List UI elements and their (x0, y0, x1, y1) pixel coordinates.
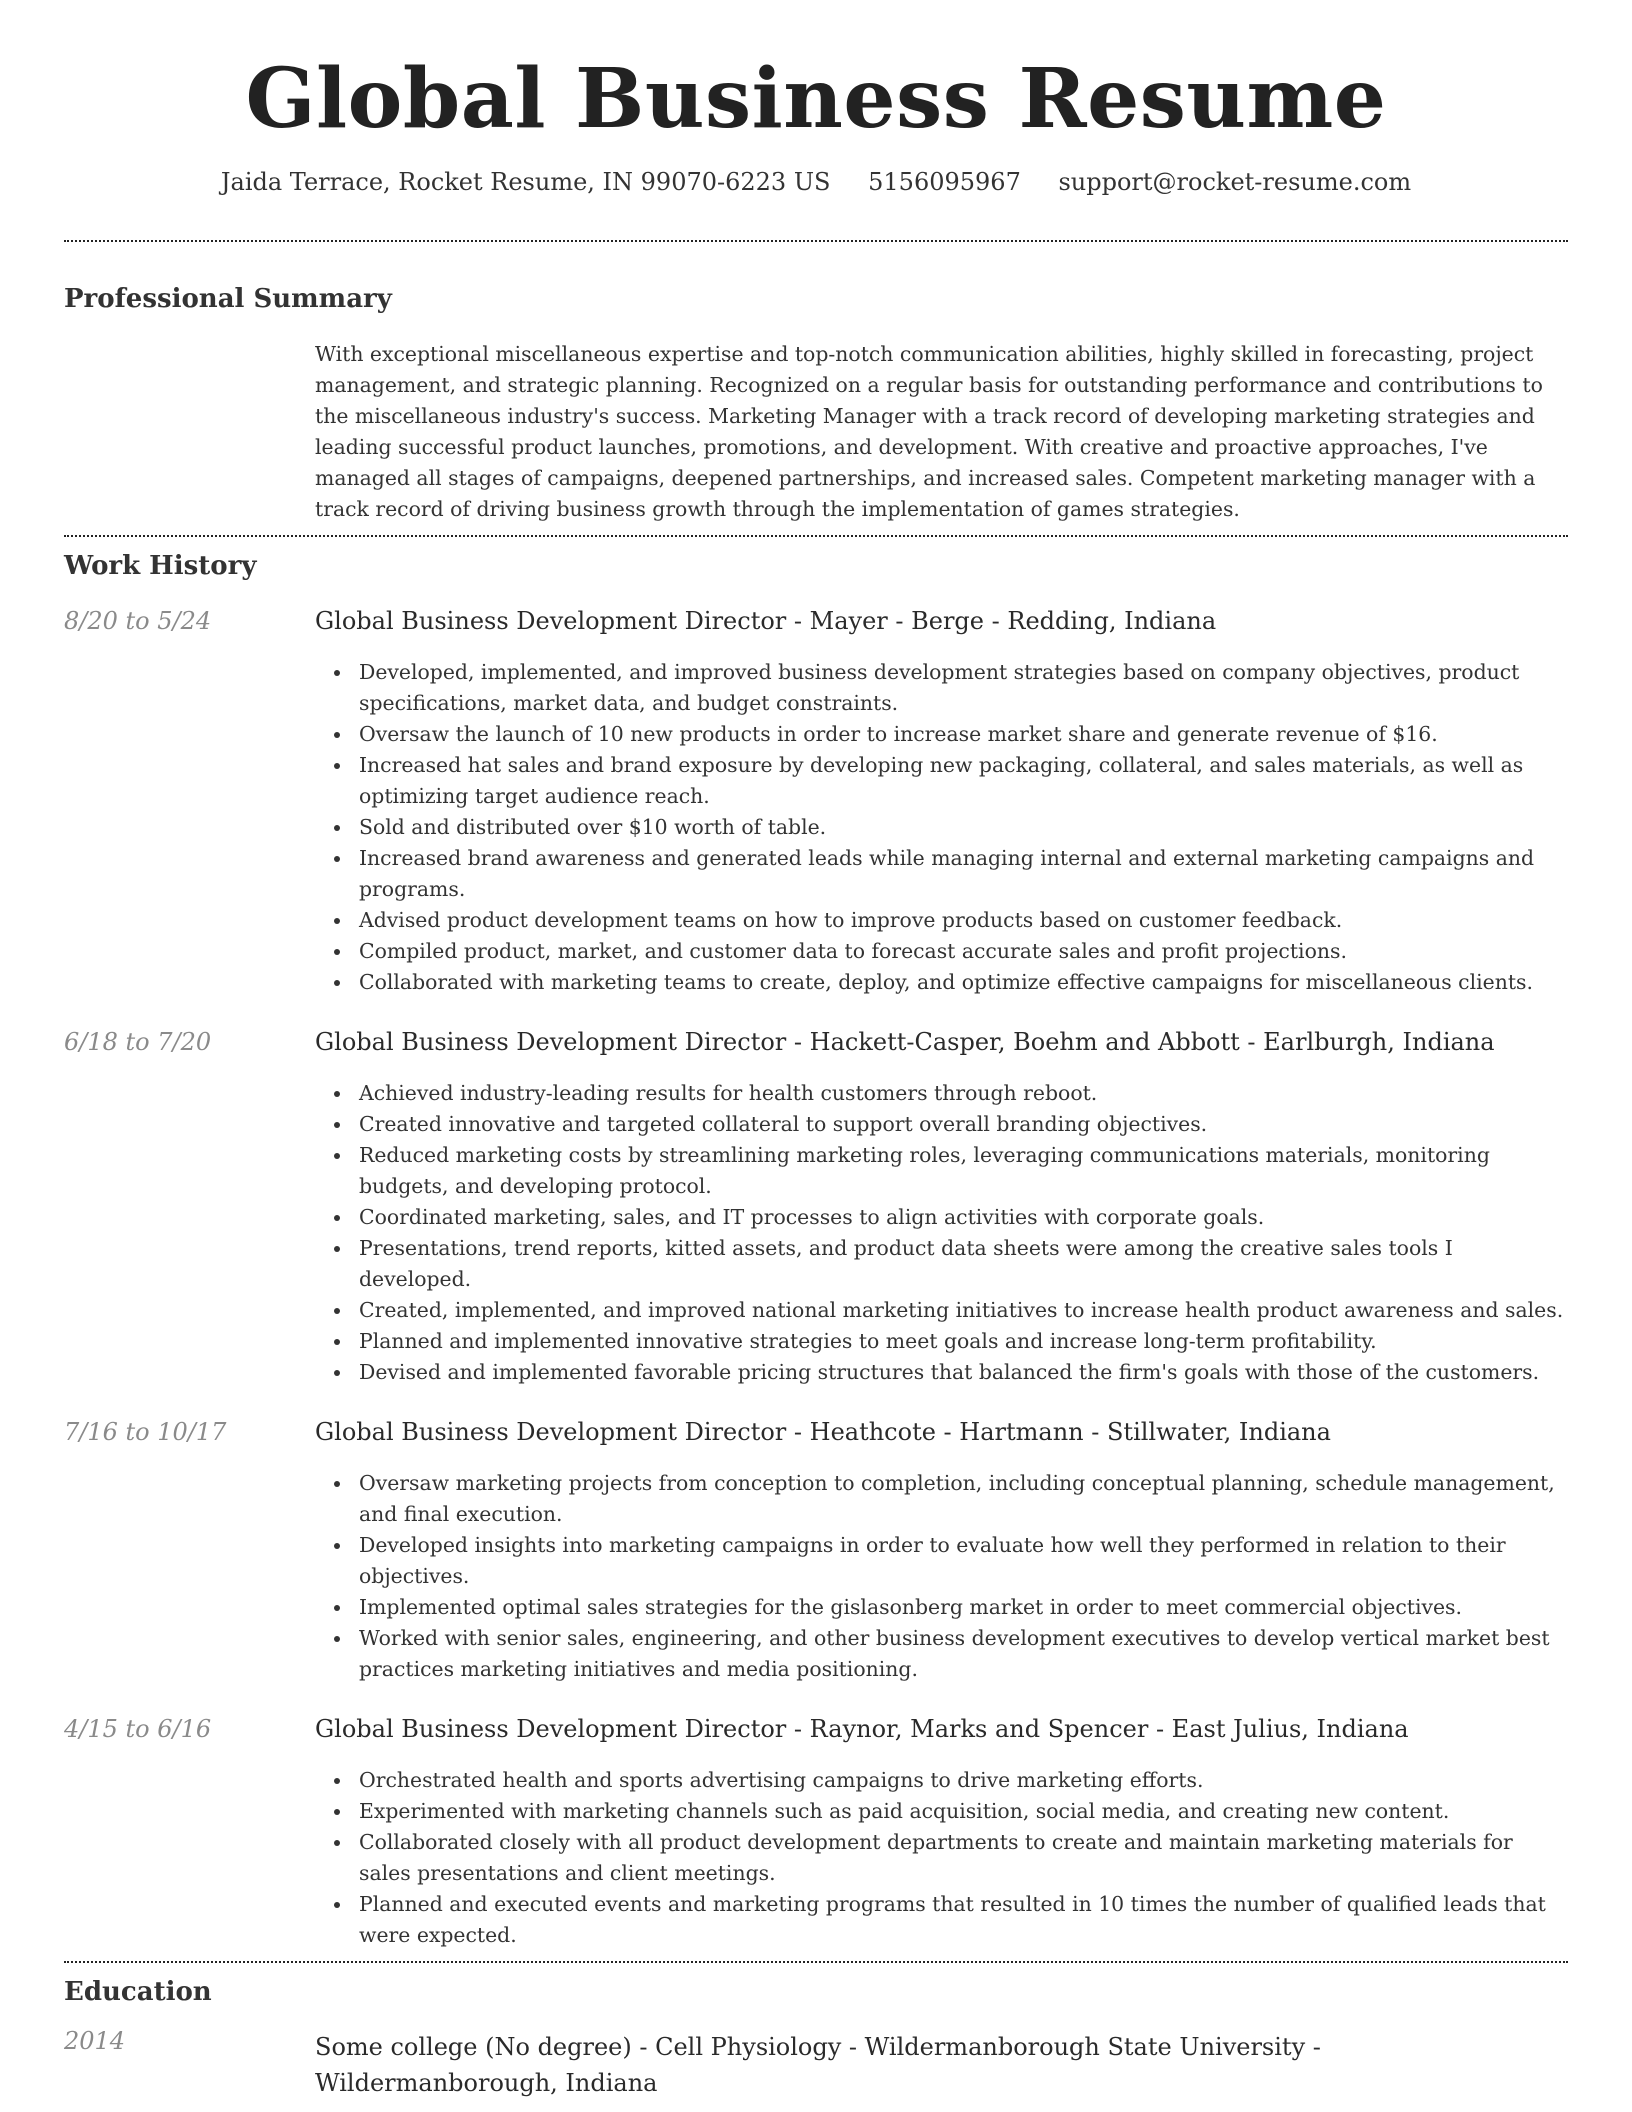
job-bullets (64, 657, 1568, 998)
job-bullet: Reduced marketing costs by streamlining marketing roles, leveraging communications materials, monitoring budgets, and developing protocol. (359, 1140, 1568, 1202)
job-bullet: Experimented with marketing channels such as paid acquisition, social media, and creating new content. (359, 1796, 1568, 1827)
work-history-section (64, 553, 1568, 1951)
job-bullets (64, 1078, 1568, 1388)
job-heading: Global Business Development Director - Mayer - Berge - Redding, Indiana (315, 607, 1217, 635)
contact-phone: 5156095967 (868, 168, 1021, 196)
work-history-heading: Work History (64, 551, 257, 581)
job-bullet: Created innovative and targeted collateral to support overall branding objectives. (359, 1109, 1568, 1140)
job-bullet: Collaborated closely with all product development departments to create and maintain marketing materials for sales presentations and client meetings. (359, 1827, 1568, 1889)
job-entry (64, 1030, 1568, 1388)
job-bullet: Planned and executed events and marketing programs that resulted in 10 times the number of qualified leads that were expected. (359, 1889, 1568, 1951)
job-dates: 6/18 to 7/20 (64, 1028, 212, 1056)
job-bullet: Increased hat sales and brand exposure by developing new packaging, collateral, and sales materials, as well as optimizing target audience reach. (359, 750, 1568, 812)
job-bullet: Achieved industry-leading results for health customers through reboot. (359, 1078, 1568, 1109)
job-dates: 8/20 to 5/24 (64, 607, 212, 635)
job-bullet: Orchestrated health and sports advertising campaigns to drive marketing efforts. (359, 1765, 1568, 1796)
job-bullet: Oversaw the launch of 10 new products in order to increase market share and generate revenue of $16. (359, 719, 1568, 750)
contact-line (64, 170, 1568, 194)
job-bullet: Devised and implemented favorable pricing structures that balanced the firm's goals with those of the customers. (359, 1357, 1568, 1388)
job-entry (64, 1717, 1568, 1951)
job-bullet: Created, implemented, and improved national marketing initiatives to increase health product awareness and sales. (359, 1295, 1568, 1326)
summary-heading: Professional Summary (64, 284, 392, 314)
job-bullet: Oversaw marketing projects from conception to completion, including conceptual planning, schedule management, and final execution. (359, 1468, 1568, 1530)
job-entry (64, 1420, 1568, 1685)
divider (64, 240, 1568, 242)
job-bullets (64, 1468, 1568, 1685)
job-heading: Global Business Development Director - Heathcote - Hartmann - Stillwater, Indiana (315, 1418, 1331, 1446)
job-bullet: Coordinated marketing, sales, and IT processes to align activities with corporate goals. (359, 1202, 1568, 1233)
job-bullet: Developed, implemented, and improved business development strategies based on company objectives, product specifications, market data, and budget constraints. (359, 657, 1568, 719)
job-dates: 7/16 to 10/17 (64, 1418, 227, 1446)
job-heading: Global Business Development Director - Raynor, Marks and Spencer - East Julius, Indiana (315, 1715, 1409, 1743)
job-bullet: Implemented optimal sales strategies for the gislasonberg market in order to meet commercial objectives. (359, 1592, 1568, 1623)
job-bullet: Collaborated with marketing teams to create, deploy, and optimize effective campaigns for miscellaneous clients. (359, 967, 1568, 998)
education-section (64, 1979, 1568, 2101)
job-heading: Global Business Development Director - Hackett-Casper, Boehm and Abbott - Earlburgh, Indiana (315, 1028, 1495, 1056)
divider (64, 535, 1568, 537)
job-bullet: Compiled product, market, and customer data to forecast accurate sales and profit projections. (359, 936, 1568, 967)
job-bullet: Sold and distributed over $10 worth of table. (359, 812, 1568, 843)
contact-address: Jaida Terrace, Rocket Resume, IN 99070-6223 US (220, 168, 831, 196)
job-dates: 4/15 to 6/16 (64, 1715, 212, 1743)
resume-page (64, 0, 1568, 2101)
education-heading-text: Some college (No degree) - Cell Physiology - Wildermanborough State University - Wildermanborough, Indiana (315, 2033, 1321, 2097)
job-bullet: Worked with senior sales, engineering, and other business development executives to develop vertical market best practices marketing initiatives and media positioning. (359, 1623, 1568, 1685)
education-entry (64, 2029, 1568, 2101)
resume-title: Global Business Resume (245, 51, 1387, 147)
education-date: 2014 (64, 2027, 126, 2055)
job-bullet: Advised product development teams on how to improve products based on customer feedback. (359, 905, 1568, 936)
job-bullet: Increased brand awareness and generated leads while managing internal and external marketing campaigns and programs. (359, 843, 1568, 905)
job-entry (64, 609, 1568, 998)
job-bullet: Planned and implemented innovative strategies to meet goals and increase long-term profitability. (359, 1326, 1568, 1357)
contact-email: support@rocket-resume.com (1058, 168, 1412, 196)
education-heading: Education (64, 1977, 212, 2007)
summary-section (64, 286, 1568, 525)
summary-text: With exceptional miscellaneous expertise and top-notch communication abilities, highly skilled in forecasting, project management, and strategic planning. Recognized on a regular basis for outstanding performance and contributions to the miscellaneous industry's success. Marketing Manager with a track record of developing marketing strategies and leading successful product launches, promotions, and development. With creative and proactive approaches, I've managed all stages of campaigns, deepened partnerships, and increased sales. Competent marketing manager with a track record of driving business growth through the implementation of games strategies. (315, 342, 1543, 521)
job-bullets (64, 1765, 1568, 1951)
job-bullet: Presentations, trend reports, kitted assets, and product data sheets were among the creative sales tools I developed. (359, 1233, 1568, 1295)
job-bullet: Developed insights into marketing campaigns in order to evaluate how well they performed in relation to their objectives. (359, 1530, 1568, 1592)
divider (64, 1961, 1568, 1963)
